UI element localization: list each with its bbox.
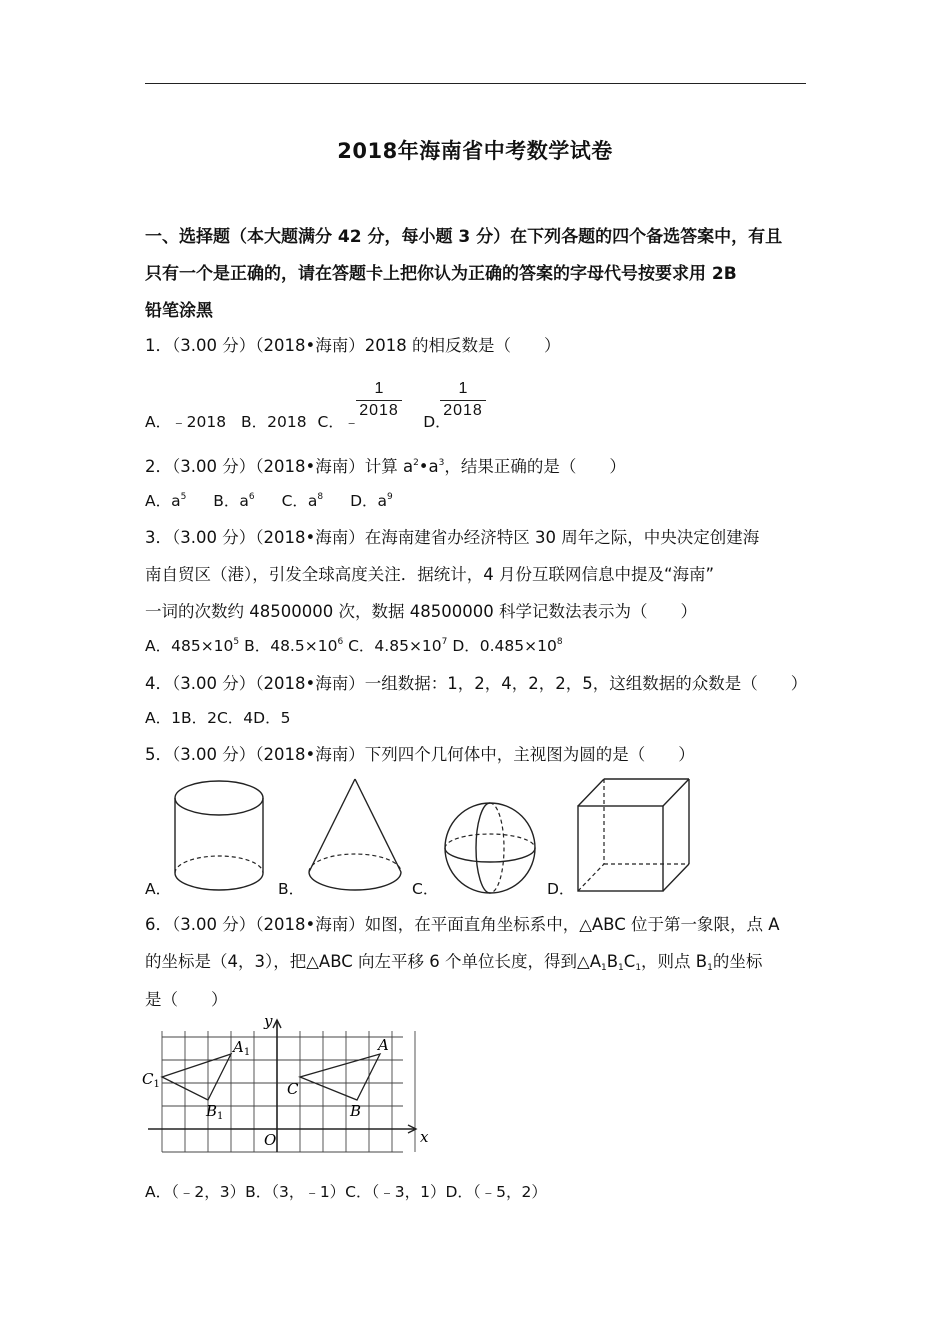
q5-label-a: A．: [145, 880, 172, 898]
q2-exponent-1: 2: [413, 458, 419, 468]
q1-choice-c: C．﹣: [317, 413, 360, 431]
cylinder-figure: [166, 778, 272, 898]
triangle-a1b1c1: [162, 1054, 231, 1100]
q2-stem-mid: •a: [418, 457, 439, 476]
q6-stem-line-3: 是（ ）: [145, 990, 228, 1009]
coordinate-grid-figure: [140, 1012, 430, 1157]
q4-choices: A．1B．2C．4D．5: [145, 709, 291, 727]
q2-choices: [145, 489, 393, 511]
q6-stem-line-1: 6．（3.00 分）（2018•海南）如图，在平面直角坐标系中，△ABC 位于第一象限，点 A: [145, 915, 780, 934]
q6-line2-pre: 的坐标是（4，3），把△ABC 向左平移 6 个单位长度，得到△A: [145, 952, 601, 971]
q3-choice-b: B．$48.5\times 10^6$: [244, 637, 344, 655]
page-title: 2018年海南省中考数学试卷: [337, 139, 613, 163]
q4-stem: 4．（3.00 分）（2018•海南）一组数据：1，2，4，2，2，5，这组数据的众数是（ ）: [145, 674, 808, 693]
q1-choices: [145, 410, 451, 432]
q6-line2-post: ，则点 B: [641, 952, 708, 971]
q1-choice-d: D．: [423, 413, 451, 431]
point-c-label: C: [287, 1080, 299, 1098]
fraction-numerator: 1: [458, 380, 468, 397]
q2-choice-d: D．$a^9$: [350, 492, 393, 510]
q2-stem: [145, 453, 626, 477]
q3-stem-line-1: 3．（3.00 分）（2018•海南）在海南建省办经济特区 30 周年之际，中央决定创建海: [145, 528, 760, 547]
section-heading-line-2: 只有一个是正确的，请在答题卡上把你认为正确的答案的字母代号按要求用 2B: [145, 264, 737, 284]
q6-stem-line-2: 的坐标是（4，3），把△ABC 向左平移 6 个单位长度，得到$\triangle A_1B_1C_1$，则点 $B_1$的坐标: [145, 952, 763, 973]
x-axis-label: x: [420, 1128, 429, 1146]
q1-choice-b: B．2018: [241, 413, 307, 431]
q5-label-b: B．: [278, 880, 305, 898]
q5-stem: 5．（3.00 分）（2018•海南）下列四个几何体中，主视图为圆的是（ ）: [145, 745, 695, 764]
q1-stem: 1．（3.00 分）（2018•海南）2018 的相反数是（ ）: [145, 336, 561, 355]
q3-stem-line-2: 南自贸区（港），引发全球高度关注．据统计，4 月份互联网信息中提及“海南”: [145, 565, 715, 584]
q2-exponent-2: 3: [438, 458, 445, 468]
q6-line2-mid2: C: [623, 952, 636, 971]
triangle-abc: [300, 1054, 380, 1100]
q3-choice-c: C．$4.85\times 10^7$: [348, 637, 448, 655]
q1-fraction-d: [440, 380, 486, 420]
y-axis-label: y: [264, 1012, 273, 1030]
q6-choices: A．（﹣2，3）B．（3，﹣1）C．（﹣3，1）D．（﹣5，2）: [145, 1183, 547, 1201]
q3-choice-d: D．$0.485\times 10^8$: [452, 637, 563, 655]
q1-fraction-c: [356, 380, 402, 420]
cone-figure: [300, 773, 410, 898]
point-c1-label: $C_1$: [142, 1070, 160, 1090]
q2-stem-post: ，结果正确的是（ ）: [444, 457, 626, 476]
point-b1-label: $B_1$: [206, 1102, 224, 1122]
q5-label-c: C．: [412, 880, 439, 898]
q2-choice-c: C．$a^8$: [281, 492, 324, 510]
q6-line2-end: 的坐标: [712, 952, 763, 971]
q2-choice-a: A．$a^5$: [145, 492, 187, 510]
top-rule: [145, 83, 806, 84]
q3-choices: [145, 634, 563, 656]
q2-stem-pre: 2．（3.00 分）（2018•海南）计算 a: [145, 457, 414, 476]
cube-figure: [572, 775, 694, 895]
q3-stem-line-3: 一词的次数约 48500000 次，数据 48500000 科学记数法表示为（ ）: [145, 602, 697, 621]
point-a-label: A: [378, 1036, 389, 1054]
q2-choice-b: B．$a^6$: [213, 492, 255, 510]
point-b-label: B: [350, 1102, 362, 1120]
point-a1-label: $A_1$: [233, 1038, 251, 1058]
q5-label-d: D．: [547, 880, 575, 898]
q6-line2-mid: B: [606, 952, 619, 971]
section-heading-line-3: 铅笔涂黑: [145, 301, 213, 321]
sphere-figure: [438, 798, 542, 898]
fraction-denominator: 2018: [359, 402, 399, 419]
q3-choice-a: A．$485\times 10^5$: [145, 637, 240, 655]
fraction-numerator: 1: [374, 380, 384, 397]
q1-choice-a: A．﹣2018: [145, 413, 227, 431]
origin-label: O: [264, 1131, 277, 1149]
fraction-denominator: 2018: [443, 402, 483, 419]
section-heading-line-1: 一、选择题（本大题满分 42 分，每小题 3 分）在下列各题的四个备选答案中，有且: [145, 227, 783, 247]
